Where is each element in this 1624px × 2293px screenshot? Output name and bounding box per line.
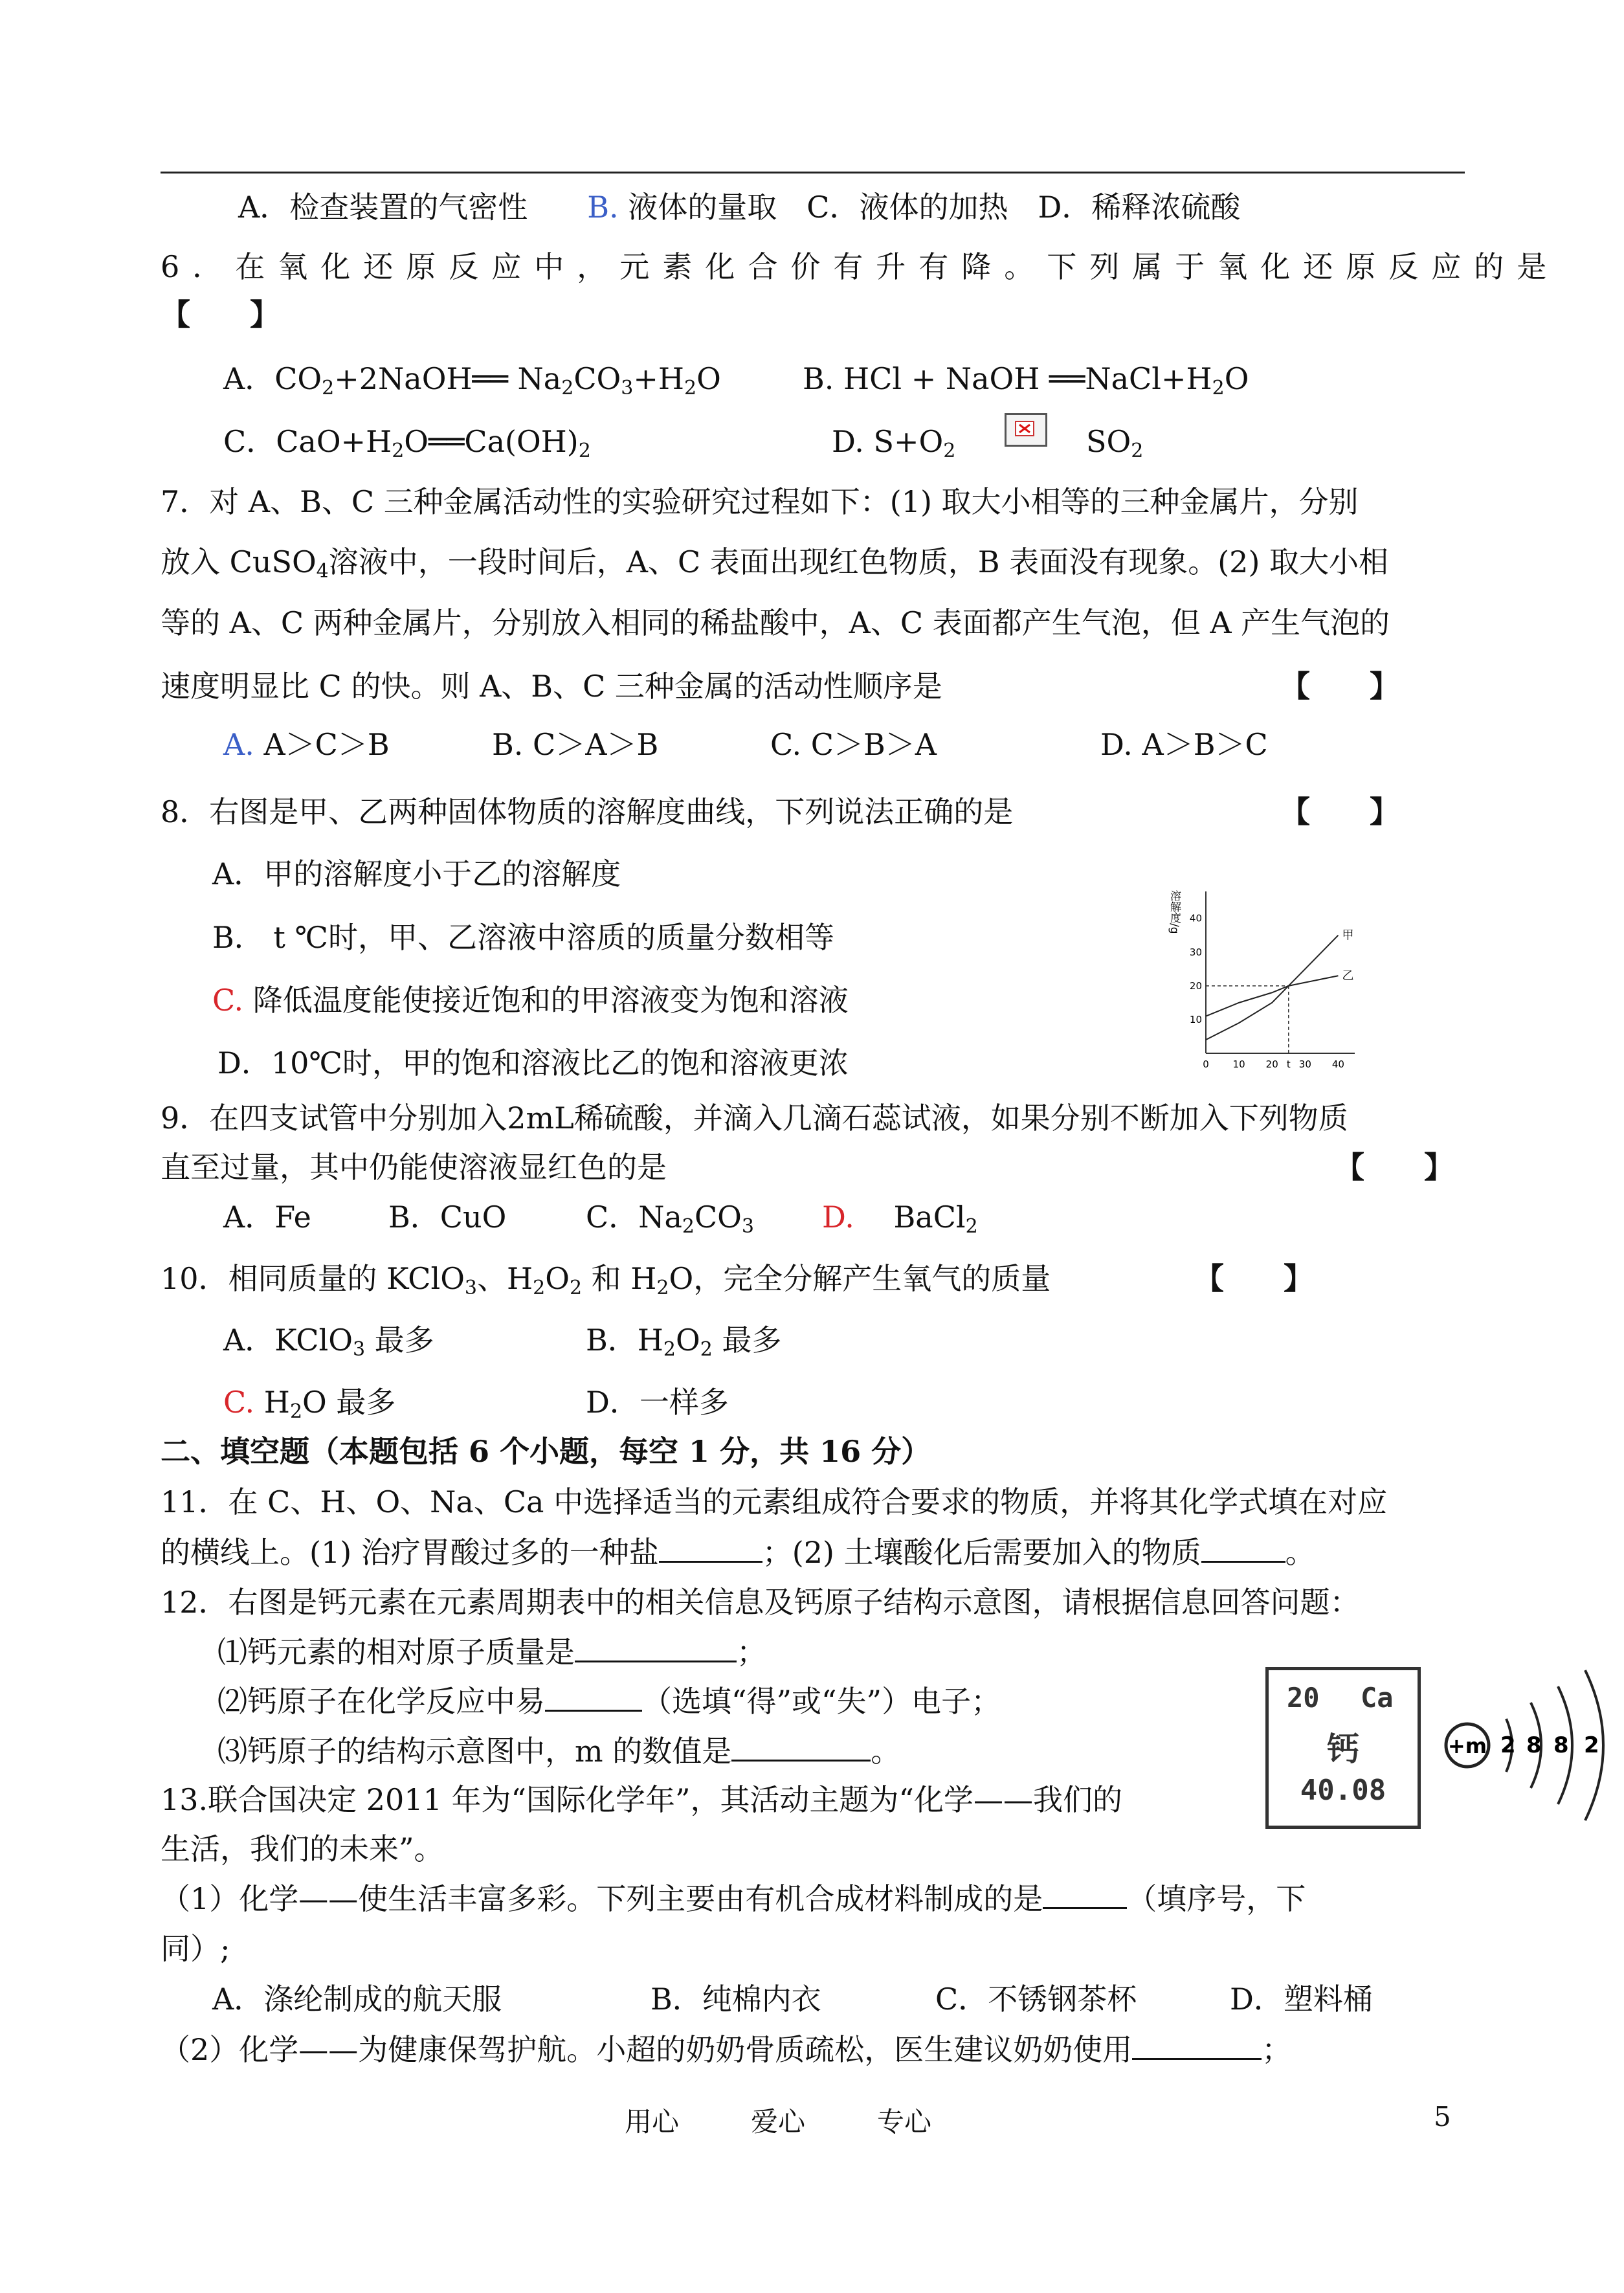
shell-count-2: 8: [1526, 1732, 1542, 1758]
chart-ylabel: 溶解度/g: [1168, 890, 1181, 934]
q5-options: A．检查装置的气密性 B. 液体的量取 C．液体的加热 D．稀释浓硫酸: [238, 190, 1241, 225]
q7-option-a: A. A＞C＞B: [223, 727, 390, 762]
q10-option-d: D．一样多: [586, 1385, 729, 1420]
shell-count-4: 2: [1584, 1732, 1599, 1758]
q11-blank-2[interactable]: [1201, 1535, 1285, 1563]
q6-option-c: C．$CaO+H_2O══Ca(OH)_2$: [223, 424, 591, 462]
q7-option-d: D. A＞B＞C: [1100, 727, 1268, 762]
q13-line2: 生活，我们的未来”。: [161, 1831, 444, 1866]
q13-part1: （1）化学——使生活丰富多彩。下列主要由有机合成材料制成的是 （填序号，下: [161, 1881, 1306, 1916]
shell-count-3: 8: [1553, 1732, 1569, 1758]
q7-option-c: C. C＞B＞A: [770, 727, 937, 762]
q6-stem: 6．在氧化还原反应中，元素化合价有升有降。下列属于氧化还原反应的是: [161, 249, 1560, 284]
q9-option-d: D. BaCl$_2$: [822, 1200, 978, 1238]
series-label: 甲: [1342, 928, 1354, 943]
q12-line1: 12．右图是钙元素在元素周期表中的相关信息及钙原子结构示意图，请根据信息回答问题：: [161, 1585, 1360, 1620]
q8-option-b: B． t ℃时，甲、乙溶液中溶质的质量分数相等: [212, 920, 834, 955]
element-name: 钙: [1327, 1730, 1359, 1768]
q13-blank-2[interactable]: [1132, 2032, 1262, 2060]
q12-blank-2[interactable]: [545, 1684, 642, 1712]
q6-option-d-product: $SO_2$: [1086, 424, 1144, 462]
x-tick-label: 30: [1298, 1058, 1311, 1070]
q9-line1: 9．在四支试管中分别加入2mL稀硫酸，并滴入几滴石蕊试液，如果分别不断加入下列物质: [161, 1101, 1348, 1135]
q9-option-c: C．$Na_2CO_3$: [586, 1200, 754, 1238]
q9-bracket: 【 】: [1335, 1150, 1454, 1185]
q13-part2: （2）化学——为健康保驾护航。小超的奶奶骨质疏松，医生建议奶奶使用 ；: [161, 2032, 1292, 2067]
series-line-yi: [1206, 976, 1338, 1016]
q6-option-d: D. $S+O_2$: [832, 424, 956, 462]
q13-option-c: C．不锈钢茶杯: [935, 1982, 1137, 2017]
footer-text-2: 爱心: [751, 2106, 806, 2138]
x-tick-label: t: [1286, 1058, 1291, 1070]
y-tick-label: 20: [1189, 979, 1202, 992]
element-symbol: Ca: [1361, 1682, 1394, 1714]
series-label: 乙: [1342, 969, 1354, 983]
q11-line1: 11．在 C、H、O、Na、Ca 中选择适当的元素组成符合要求的物质，并将其化学式填在对应: [161, 1484, 1388, 1519]
header-rule: [161, 172, 1465, 173]
q7-line1: 7．对 A、B、C 三种金属活动性的实验研究过程如下：(1) 取大小相等的三种金属片，分别: [161, 484, 1359, 519]
q7-bracket: 【 】: [1280, 669, 1399, 704]
atomic-mass: 40.08: [1300, 1774, 1386, 1807]
nucleus-label: +m: [1447, 1734, 1487, 1758]
q11-blank-1[interactable]: [659, 1535, 762, 1563]
q13-line1: 13.联合国决定 2011 年为“国际化学年”，其活动主题为“化学——我们的: [161, 1782, 1123, 1817]
q9-option-a: A．Fe: [223, 1200, 311, 1235]
solubility-chart: [1170, 864, 1384, 1078]
q13-blank-1[interactable]: [1043, 1881, 1127, 1909]
q6-bracket: 【 】: [161, 297, 280, 332]
q12-sub2: ⑵钙原子在化学反应中易 （选填“得”或“失”）电子；: [217, 1684, 1001, 1719]
q9-option-b: B．CuO: [388, 1200, 507, 1235]
series-line-jia: [1206, 935, 1338, 1040]
section-2-title: 二、填空题（本题包括 6 个小题，每空 1 分，共 16 分）: [161, 1434, 931, 1469]
q10-bracket: 【 】: [1194, 1261, 1313, 1296]
q7-option-b: B. C＞A＞B: [492, 727, 659, 762]
x-tick-label: 10: [1232, 1058, 1245, 1070]
x-tick-label: 0: [1203, 1058, 1209, 1070]
atomic-number: 20: [1287, 1682, 1320, 1714]
q8-option-c: C. 降低温度能使接近饱和的甲溶液变为饱和溶液: [212, 983, 849, 1018]
shell-count-1: 2: [1500, 1732, 1516, 1758]
q13-option-b: B．纯棉内衣: [651, 1982, 821, 2017]
q13-option-d: D．塑料桶: [1230, 1982, 1373, 2017]
y-tick-label: 30: [1189, 946, 1202, 958]
q8-option-a: A．甲的溶解度小于乙的溶解度: [212, 856, 621, 891]
footer-text-3: 专心: [877, 2106, 932, 2138]
q7-line4: 速度明显比 C 的快。则 A、B、C 三种金属的活动性顺序是: [161, 669, 942, 704]
q6-option-a: A．$CO_2+2NaOH══$ $Na_2CO_3+H_2O$: [223, 361, 721, 399]
calcium-element-card: [1265, 1667, 1421, 1829]
q12-blank-3[interactable]: [731, 1734, 871, 1762]
q13-part1-cont: 同）;: [161, 1931, 230, 1966]
q8-option-d: D．10℃时，甲的饱和溶液比乙的饱和溶液更浓: [217, 1046, 849, 1080]
y-tick-label: 10: [1189, 1013, 1202, 1025]
footer-text-1: 用心: [625, 2106, 680, 2138]
q6-option-b: B. HCl + NaOH $══NaCl+H_2O$: [803, 361, 1249, 399]
q12-sub1: ⑴钙元素的相对原子质量是 ；: [217, 1635, 766, 1670]
q11-line2: 的横线上。(1) 治疗胃酸过多的一种盐 ；(2) 土壤酸化后需要加入的物质 。: [161, 1535, 1315, 1570]
q8-bracket: 【 】: [1280, 794, 1399, 829]
q12-sub3: ⑶钙原子的结构示意图中，m 的数值是 。: [217, 1734, 901, 1769]
broken-image-icon: [1005, 413, 1047, 447]
q8-stem: 8．右图是甲、乙两种固体物质的溶解度曲线，下列说法正确的是: [161, 794, 1014, 829]
q10-option-a: A．KClO$_3$ 最多: [223, 1323, 434, 1361]
calcium-atom-diagram: [1434, 1641, 1621, 1848]
q7-line2: 放入 CuSO$_4$溶液中，一段时间后，A、C 表面出现红色物质，B 表面没有现象。(2) 取大小相: [161, 544, 1389, 583]
y-tick-label: 40: [1189, 912, 1202, 924]
x-tick-label: 20: [1265, 1058, 1278, 1070]
q10-option-c: C. $H_2O$ 最多: [223, 1385, 396, 1423]
q10-option-b: B．$H_2O_2$ 最多: [586, 1323, 782, 1361]
q12-blank-1[interactable]: [575, 1635, 737, 1662]
q10-stem: 10．相同质量的 KClO$_3$、$H_2O_2$ 和 $H_2O$，完全分解产生氧气的质量: [161, 1261, 1051, 1299]
q13-option-a: A．涤纶制成的航天服: [212, 1982, 502, 2017]
page-number: 5: [1434, 2101, 1451, 2132]
q9-line2: 直至过量，其中仍能使溶液显红色的是: [161, 1150, 667, 1185]
x-tick-label: 40: [1331, 1058, 1344, 1070]
q7-line3: 等的 A、C 两种金属片，分别放入相同的稀盐酸中，A、C 表面都产生气泡，但 A 产生气泡的: [161, 605, 1390, 640]
